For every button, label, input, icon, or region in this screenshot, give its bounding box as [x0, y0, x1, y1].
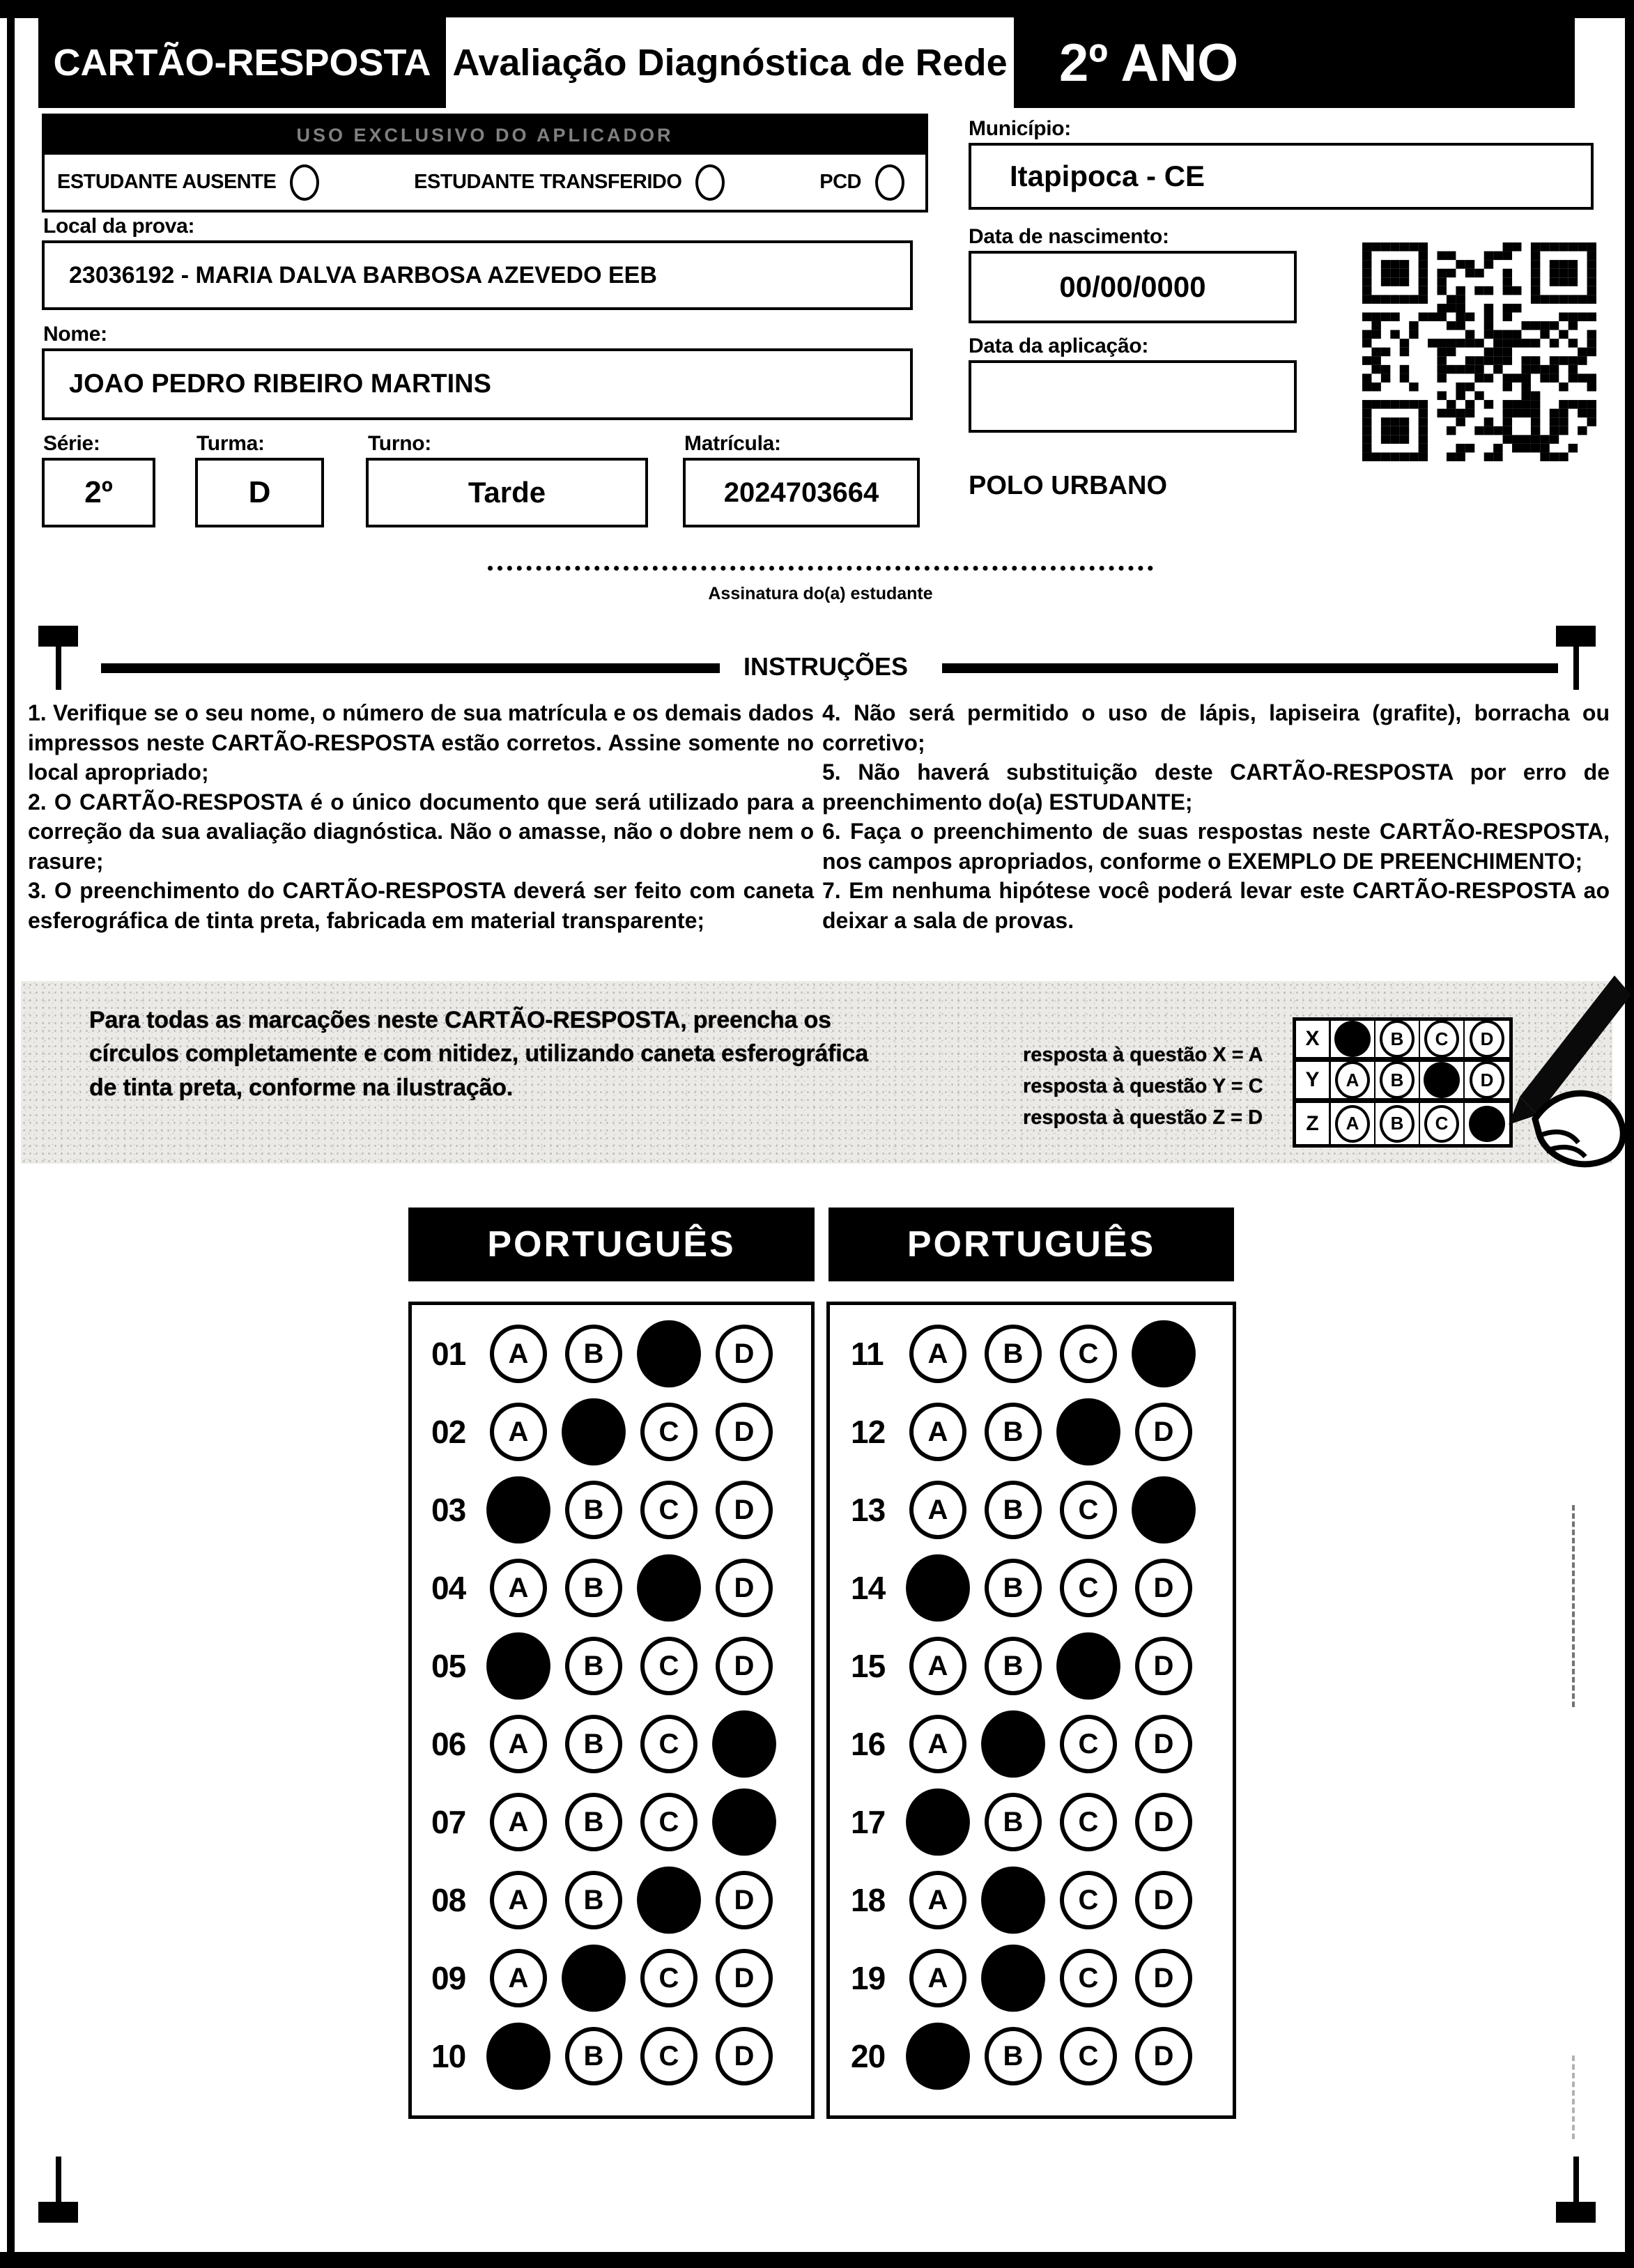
- example-bubble-Z-C: C: [1424, 1105, 1459, 1143]
- question-number: 06: [431, 1726, 466, 1762]
- local-prova-value: 23036192 - MARIA DALVA BARBOSA AZEVEDO EEB: [69, 261, 657, 288]
- bubble-12-D[interactable]: D: [1135, 1403, 1192, 1461]
- nome-label: Nome:: [43, 323, 107, 346]
- top-border-bar: [0, 0, 1634, 18]
- applicator-option-1: [57, 164, 319, 201]
- bubble-16-D[interactable]: D: [1135, 1715, 1192, 1773]
- bubble-01-C[interactable]: [637, 1320, 701, 1388]
- legend-line: resposta à questão X = A: [1023, 1044, 1263, 1066]
- example-cell: [1375, 1021, 1420, 1062]
- local-prova-field: [42, 240, 913, 310]
- bubble-07-A[interactable]: A: [490, 1793, 547, 1851]
- answer-grid-right: [826, 1302, 1236, 2119]
- bubble-20-B[interactable]: B: [985, 2027, 1042, 2085]
- answer-row-16: [851, 1705, 1233, 1783]
- scan-artifact-line: [1572, 1505, 1575, 1707]
- bubble-11-D[interactable]: [1132, 1320, 1196, 1388]
- question-number: 18: [851, 1882, 886, 1918]
- applicator-bar-label: USO EXCLUSIVO DO APLICADOR: [296, 125, 674, 146]
- bubble-04-D[interactable]: D: [716, 1559, 773, 1617]
- bubble-13-D[interactable]: [1132, 1476, 1196, 1544]
- answer-row-17: [851, 1783, 1233, 1861]
- answer-row-19: [851, 1939, 1233, 2017]
- example-cell: [1331, 1062, 1375, 1103]
- legend-line: resposta à questão Z = D: [1023, 1106, 1263, 1129]
- bubble-20-D[interactable]: D: [1135, 2027, 1192, 2085]
- answer-row-03: [431, 1471, 811, 1549]
- bubble-10-A[interactable]: [486, 2023, 550, 2090]
- subject-header-right: [828, 1208, 1234, 1281]
- grade-box: [1014, 17, 1575, 108]
- local-prova-label: Local da prova:: [43, 215, 195, 238]
- answer-row-07: [431, 1783, 811, 1861]
- question-number: 16: [851, 1726, 886, 1762]
- answer-row-14: [851, 1549, 1233, 1627]
- bubble-02-A[interactable]: A: [490, 1403, 547, 1461]
- bubble-04-B[interactable]: B: [565, 1559, 622, 1617]
- bubble-19-A[interactable]: A: [909, 1949, 966, 2007]
- serie-value: 2º: [84, 475, 113, 509]
- bubble-17-D[interactable]: D: [1135, 1793, 1192, 1851]
- applicator-option-label: PCD: [819, 171, 861, 193]
- municipio-label: Município:: [969, 117, 1071, 140]
- question-number: 03: [431, 1492, 466, 1528]
- bottom-border-bar: [0, 2252, 1634, 2268]
- question-number: 14: [851, 1570, 886, 1606]
- municipio-value: Itapipoca - CE: [1010, 160, 1205, 192]
- answer-grid-left: [408, 1302, 815, 2119]
- bubble-06-C[interactable]: C: [640, 1715, 697, 1773]
- answer-row-04: [431, 1549, 811, 1627]
- crop-mark-top-right: [1556, 626, 1596, 647]
- bubble-02-B[interactable]: [562, 1398, 626, 1466]
- bubble-01-A[interactable]: A: [490, 1325, 547, 1383]
- bubble-08-D[interactable]: D: [716, 1871, 773, 1929]
- bubble-09-B[interactable]: [562, 1945, 626, 2012]
- bubble-04-C[interactable]: [637, 1555, 701, 1622]
- turma-value: D: [248, 475, 271, 509]
- bubble-19-C[interactable]: C: [1060, 1949, 1117, 2007]
- bubble-03-D[interactable]: D: [716, 1481, 773, 1539]
- instructions-rule-left: [101, 663, 720, 673]
- bubble-19-B[interactable]: [981, 1945, 1045, 2012]
- bubble-10-C[interactable]: C: [640, 2027, 697, 2085]
- bubble-14-B[interactable]: B: [985, 1559, 1042, 1617]
- bubble-09-D[interactable]: D: [716, 1949, 773, 2007]
- answer-row-11: [851, 1315, 1233, 1393]
- bubble-11-B[interactable]: B: [985, 1325, 1042, 1383]
- answer-row-12: [851, 1393, 1233, 1471]
- card-title-box: [38, 17, 446, 108]
- question-number: 09: [431, 1960, 466, 1996]
- instruction-item: 3. O preenchimento do CARTÃO-RESPOSTA deverá ser feito com caneta esferográfica de tinta preta, fabricada em material transparente;: [28, 878, 814, 933]
- bubble-15-A[interactable]: A: [909, 1637, 966, 1695]
- example-cell: [1375, 1062, 1420, 1103]
- question-number: 07: [431, 1804, 466, 1840]
- example-bubble-X-B: B: [1380, 1020, 1415, 1058]
- card-title: CARTÃO-RESPOSTA: [53, 42, 431, 84]
- example-row-label: Y: [1296, 1062, 1331, 1103]
- instructions-column-left: [28, 698, 814, 935]
- bubble-02-C[interactable]: C: [640, 1403, 697, 1461]
- example-cell: [1331, 1021, 1375, 1062]
- matricula-label: Matrícula:: [684, 432, 781, 455]
- instructions-rule-right: [942, 663, 1558, 673]
- answer-row-10: [431, 2017, 811, 2095]
- municipio-field: [969, 143, 1594, 210]
- question-number: 02: [431, 1414, 466, 1450]
- crop-mark-bottom-right: [1556, 2202, 1596, 2223]
- answer-row-13: [851, 1471, 1233, 1549]
- answer-row-01: [431, 1315, 811, 1393]
- bubble-13-A[interactable]: A: [909, 1481, 966, 1539]
- applicator-option-label: ESTUDANTE TRANSFERIDO: [414, 171, 682, 193]
- left-border-line: [7, 6, 15, 2268]
- turno-label: Turno:: [368, 432, 431, 455]
- bubble-13-B[interactable]: B: [985, 1481, 1042, 1539]
- bubble-14-C[interactable]: C: [1060, 1559, 1117, 1617]
- bubble-12-B[interactable]: B: [985, 1403, 1042, 1461]
- applicator-option-label: ESTUDANTE AUSENTE: [57, 171, 277, 193]
- applicator-bar: [45, 116, 925, 155]
- answer-row-18: [851, 1861, 1233, 1939]
- assessment-title-box: [446, 17, 1014, 108]
- question-number: 12: [851, 1414, 886, 1450]
- example-bubble-X-D: D: [1470, 1020, 1504, 1058]
- serie-label: Série:: [43, 432, 100, 455]
- fill-example-text: Para todas as marcações neste CARTÃO-RESPOSTA, preencha os círculos completamente e com nitidez, utilizando caneta esferográfica de tinta preta, conforme na ilustração.: [89, 1007, 868, 1101]
- nome-value: JOAO PEDRO RIBEIRO MARTINS: [69, 369, 491, 399]
- turno-value: Tarde: [468, 476, 546, 509]
- nascimento-field: [969, 251, 1297, 323]
- bubble-02-D[interactable]: D: [716, 1403, 773, 1461]
- crop-mark-bottom-right-line: [1573, 2157, 1579, 2205]
- turma-label: Turma:: [196, 432, 265, 455]
- bubble-03-C[interactable]: C: [640, 1481, 697, 1539]
- instruction-item: 2. O CARTÃO-RESPOSTA é o único documento que será utilizado para a correção da sua avaliação diagnóstica. Não o amasse, não o dobre nem o rasure;: [28, 789, 814, 874]
- bubble-03-B[interactable]: B: [565, 1481, 622, 1539]
- bubble-15-C[interactable]: [1056, 1633, 1120, 1700]
- applicator-option-circle[interactable]: [290, 164, 319, 201]
- bubble-11-C[interactable]: C: [1060, 1325, 1117, 1383]
- bubble-06-B[interactable]: B: [565, 1715, 622, 1773]
- instructions-title: INSTRUÇÕES: [743, 652, 909, 681]
- answer-row-06: [431, 1705, 811, 1783]
- crop-mark-top-left-line: [56, 645, 61, 690]
- nascimento-label: Data de nascimento:: [969, 225, 1169, 248]
- matricula-value: 2024703664: [723, 477, 879, 508]
- applicator-option-2: [414, 164, 725, 201]
- question-number: 11: [851, 1336, 884, 1372]
- applicator-option-3: [819, 164, 904, 201]
- subject-header-left: [408, 1208, 815, 1281]
- question-number: 20: [851, 2038, 886, 2074]
- crop-mark-top-left: [38, 626, 78, 647]
- aplicacao-field[interactable]: [969, 360, 1297, 433]
- bubble-08-B[interactable]: B: [565, 1871, 622, 1929]
- bubble-16-C[interactable]: C: [1060, 1715, 1117, 1773]
- bubble-18-C[interactable]: C: [1060, 1871, 1117, 1929]
- example-row-label: Z: [1296, 1103, 1331, 1144]
- example-bubble-X-A: [1334, 1021, 1371, 1057]
- bubble-08-A[interactable]: A: [490, 1871, 547, 1929]
- bubble-12-A[interactable]: A: [909, 1403, 966, 1461]
- example-bubble-Y-B: B: [1380, 1061, 1415, 1099]
- bubble-01-D[interactable]: D: [716, 1325, 773, 1383]
- bubble-05-B[interactable]: B: [565, 1637, 622, 1695]
- crop-mark-top-right-line: [1573, 645, 1579, 690]
- signature-label: Assinatura do(a) estudante: [708, 584, 933, 603]
- bubble-06-D[interactable]: [712, 1711, 776, 1778]
- nome-field: [42, 348, 913, 420]
- example-bubble-Z-A: A: [1335, 1105, 1370, 1143]
- crop-mark-bottom-left-line: [56, 2157, 61, 2205]
- bubble-14-D[interactable]: D: [1135, 1559, 1192, 1617]
- question-number: 13: [851, 1492, 886, 1528]
- bubble-16-A[interactable]: A: [909, 1715, 966, 1773]
- answer-row-08: [431, 1861, 811, 1939]
- bubble-18-D[interactable]: D: [1135, 1871, 1192, 1929]
- applicator-option-circle[interactable]: [695, 164, 725, 201]
- question-number: 19: [851, 1960, 886, 1996]
- bubble-20-A[interactable]: [906, 2023, 970, 2090]
- bubble-11-A[interactable]: A: [909, 1325, 966, 1383]
- example-bubble-Y-A: A: [1335, 1061, 1370, 1099]
- instruction-item: 1. Verifique se o seu nome, o número de sua matrícula e os demais dados impressos neste CARTÃO-RESPOSTA estão corretos. Assine somente no local apropriado;: [28, 700, 814, 785]
- bubble-18-A[interactable]: A: [909, 1871, 966, 1929]
- bubble-04-A[interactable]: A: [490, 1559, 547, 1617]
- crop-mark-bottom-left: [38, 2202, 78, 2223]
- bubble-15-D[interactable]: D: [1135, 1637, 1192, 1695]
- answer-row-02: [431, 1393, 811, 1471]
- question-number: 05: [431, 1648, 466, 1684]
- example-bubble-Z-B: B: [1380, 1105, 1415, 1143]
- bubble-17-C[interactable]: C: [1060, 1793, 1117, 1851]
- bubble-06-A[interactable]: A: [490, 1715, 547, 1773]
- example-cell: [1375, 1103, 1420, 1144]
- bubble-13-C[interactable]: C: [1060, 1481, 1117, 1539]
- polo-label: POLO URBANO: [969, 471, 1167, 500]
- question-number: 15: [851, 1648, 886, 1684]
- example-row-label: X: [1296, 1021, 1331, 1062]
- turno-field: [366, 458, 648, 527]
- bubble-14-A[interactable]: [906, 1555, 970, 1622]
- nascimento-value: 00/00/0000: [1059, 270, 1206, 303]
- question-number: 01: [431, 1336, 466, 1372]
- example-bubble-X-C: C: [1424, 1020, 1459, 1058]
- answer-row-09: [431, 1939, 811, 2017]
- aplicacao-label: Data da aplicação:: [969, 334, 1149, 357]
- bubble-17-B[interactable]: B: [985, 1793, 1042, 1851]
- bubble-03-A[interactable]: [486, 1476, 550, 1544]
- question-number: 10: [431, 2038, 466, 2074]
- instructions-column-right: [822, 698, 1610, 935]
- scan-artifact-line: [1572, 2055, 1575, 2139]
- bubble-07-D[interactable]: [712, 1789, 776, 1856]
- qr-code: [1362, 242, 1596, 461]
- legend-line: resposta à questão Y = C: [1023, 1074, 1263, 1097]
- example-bubble-Y-D: D: [1470, 1061, 1504, 1099]
- bubble-07-C[interactable]: C: [640, 1793, 697, 1851]
- subject-title-left: PORTUGUÊS: [487, 1224, 736, 1265]
- grade-label: 2º ANO: [1059, 33, 1239, 93]
- question-number: 08: [431, 1882, 466, 1918]
- question-number: 04: [431, 1570, 466, 1606]
- turma-field: [195, 458, 324, 527]
- fill-example-legend: [1023, 1040, 1263, 1134]
- signature-line[interactable]: [488, 566, 1153, 571]
- matricula-field: [683, 458, 920, 527]
- bubble-05-D[interactable]: D: [716, 1637, 773, 1695]
- bubble-07-B[interactable]: B: [565, 1793, 622, 1851]
- bubble-19-D[interactable]: D: [1135, 1949, 1192, 2007]
- instruction-item: 5. Não haverá substituição deste CARTÃO-RESPOSTA por erro de preenchimento do(a) ESTUDANTE;: [822, 759, 1610, 815]
- bubble-20-C[interactable]: C: [1060, 2027, 1117, 2085]
- assessment-title: Avaliação Diagnóstica de Rede: [452, 42, 1008, 84]
- subject-title-right: PORTUGUÊS: [907, 1224, 1156, 1265]
- bubble-05-A[interactable]: [486, 1633, 550, 1700]
- bubble-01-B[interactable]: B: [565, 1325, 622, 1383]
- bubble-08-C[interactable]: [637, 1867, 701, 1934]
- applicator-options-row: [57, 155, 904, 210]
- bubble-09-A[interactable]: A: [490, 1949, 547, 2007]
- bubble-05-C[interactable]: C: [640, 1637, 697, 1695]
- instruction-item: 7. Em nenhuma hipótese você poderá levar este CARTÃO-RESPOSTA ao deixar a sala de provas.: [822, 878, 1610, 933]
- bubble-10-B[interactable]: B: [565, 2027, 622, 2085]
- answer-row-15: [851, 1627, 1233, 1705]
- answer-row-20: [851, 2017, 1233, 2095]
- example-cell: [1331, 1103, 1375, 1144]
- bubble-12-C[interactable]: [1056, 1398, 1120, 1466]
- applicator-section: [42, 114, 928, 213]
- bubble-09-C[interactable]: C: [640, 1949, 697, 2007]
- serie-field: [42, 458, 155, 527]
- question-number: 17: [851, 1804, 886, 1840]
- bubble-17-A[interactable]: [906, 1789, 970, 1856]
- instruction-item: 4. Não será permitido o uso de lápis, lapiseira (grafite), borracha ou corretivo;: [822, 700, 1610, 755]
- bubble-16-B[interactable]: [981, 1711, 1045, 1778]
- applicator-option-circle[interactable]: [875, 164, 904, 201]
- bubble-15-B[interactable]: B: [985, 1637, 1042, 1695]
- bubble-18-B[interactable]: [981, 1867, 1045, 1934]
- bubble-10-D[interactable]: D: [716, 2027, 773, 2085]
- answer-row-05: [431, 1627, 811, 1705]
- instruction-item: 6. Faça o preenchimento de suas respostas neste CARTÃO-RESPOSTA, nos campos apropriados, conforme o EXEMPLO DE PREENCHIMENTO;: [822, 819, 1610, 874]
- hand-pen-illustration: [1453, 973, 1633, 1179]
